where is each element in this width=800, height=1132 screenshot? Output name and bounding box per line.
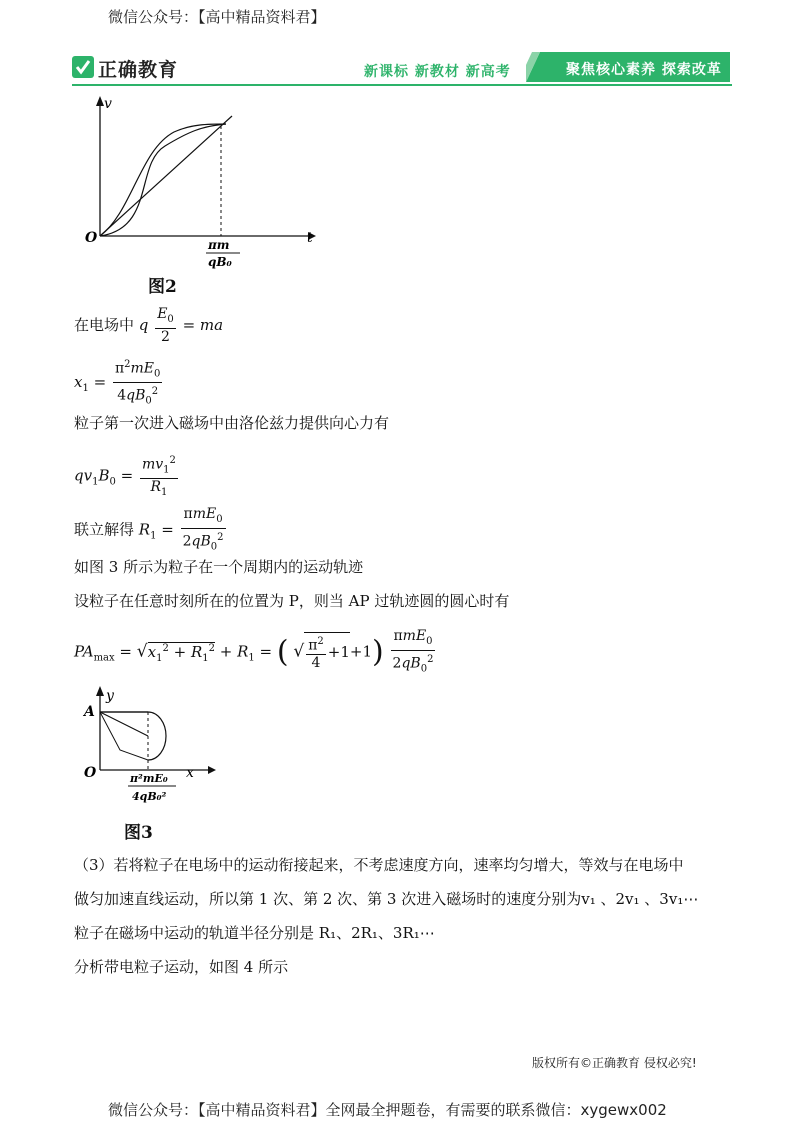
- fig3-caption: 图3: [124, 823, 153, 843]
- para3-line-2: 做匀加速直线运动，所以第 1 次、第 2 次、第 3 次进入磁场时的速度分别为v₁ 、2v₁ 、3v₁⋯: [74, 890, 699, 908]
- fig3-return-path: [100, 712, 148, 760]
- eq-line-1: 在电场中 q $\frac{E_0}{2}$ = ma: [74, 306, 224, 345]
- fig2-tick-num: πm: [208, 238, 230, 252]
- fig2-y-label: v: [104, 96, 112, 112]
- check-logo-icon: [72, 56, 94, 78]
- eq1-prefix: 在电场中: [74, 315, 135, 334]
- para3-line-4: 分析带电粒子运动，如图 4 所示: [74, 958, 289, 976]
- figure-3-trajectory: [80, 684, 220, 814]
- figure-2-vt-graph: [80, 94, 320, 274]
- eq-line-5: 联立解得 $R_1$ = $\frac{\pi mE_0}{2qB_0^2}$: [74, 506, 224, 553]
- top-watermark: 微信公众号：【高中精品资料君】: [108, 8, 326, 26]
- text-line-3: 粒子第一次进入磁场中由洛伦兹力提供向心力有: [74, 414, 390, 432]
- text-line-7: 设粒子在任意时刻所在的位置为 P，则当 AP 过轨迹圆的圆心时有: [74, 592, 510, 610]
- fig3-y-arrow: [96, 686, 104, 696]
- para3-line-3: 粒子在磁场中运动的轨道半径分别是 R₁、2R₁、3R₁⋯: [74, 924, 435, 942]
- fig3-x-arrow: [208, 766, 216, 774]
- eq-line-2: $x_1$ = $\frac{\pi^2mE_0}{4qB_0^2}$: [74, 356, 164, 410]
- fig2-x-label: t: [307, 230, 313, 246]
- fig3-diagonal: [100, 712, 148, 736]
- fig3-origin: O: [84, 765, 97, 781]
- fig2-y-arrow: [96, 96, 104, 106]
- para3-line-1: （3）若将粒子在电场中的运动衔接起来，不考虑速度方向，速率均匀增大，等效与在电场中: [74, 856, 684, 874]
- eq-line-4: $qv_1B_0$ = $\frac{mv_1^2}{R_1}$: [74, 452, 180, 501]
- eq5-prefix: 联立解得: [74, 520, 135, 539]
- fig2-straight-line: [100, 116, 232, 236]
- fig3-point-a: A: [84, 704, 95, 720]
- slogan-left: 新课标 新教材 新高考: [364, 64, 511, 80]
- slogan-right: 聚焦核心素养 探索改革: [566, 62, 722, 78]
- brand-name: 正确教育: [98, 59, 179, 81]
- bottom-watermark: 微信公众号：【高中精品资料君】全网最全押题卷，有需要的联系微信：xygewx002: [108, 1101, 667, 1119]
- eq-line-8: $PA_{max} = √x_1^2 + R_1^2 + R_1$ = ( √ $\frac{\pi^2}{4}$ +1+1) $\frac{\pi mE_0}{2qB_0^2}$: [74, 628, 434, 675]
- fig3-x-label: x: [186, 765, 194, 781]
- fig3-tick-num: π²mE₀: [130, 772, 168, 785]
- fig2-origin: O: [85, 230, 98, 246]
- fig3-y-label: y: [106, 688, 114, 704]
- header-divider: [72, 84, 732, 86]
- fig2-tick-den: qB₀: [208, 255, 232, 269]
- page-header: [72, 52, 728, 88]
- text-line-6: 如图 3 所示为粒子在一个周期内的运动轨迹: [74, 558, 364, 576]
- fig3-arc: [100, 712, 166, 760]
- fig2-caption: 图2: [148, 277, 177, 297]
- fig3-tick-den: 4qB₀²: [132, 790, 167, 803]
- copyright: 版权所有©正确教育 侵权必究!: [532, 1056, 697, 1070]
